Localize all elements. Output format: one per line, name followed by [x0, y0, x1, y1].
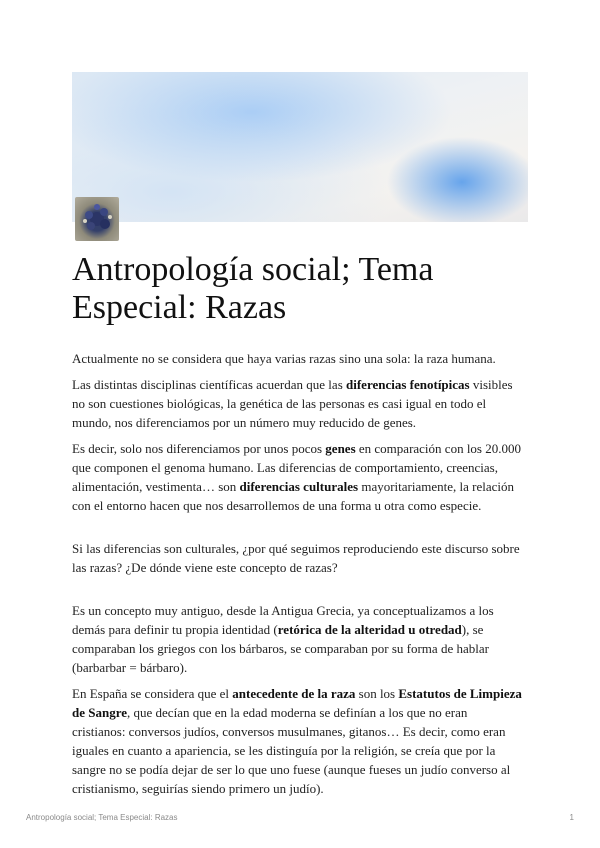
page-title: Antropología social; Tema Especial: Razas — [72, 251, 434, 326]
page-footer — [26, 813, 574, 822]
page-icon — [75, 197, 119, 241]
term-diferencias-fenotipicas: diferencias fenotípicas — [346, 377, 470, 392]
paragraph-1: Actualmente no se considera que haya varias razas sino una sola: la raza humana. — [72, 351, 496, 366]
flowers-photo-icon — [75, 197, 119, 241]
term-antecedente-raza: antecedente de la raza — [232, 686, 356, 701]
paragraph-5: Es un concepto muy antiguo, desde la Antigua Grecia, ya conceptualizamos a los demás para definir tu propia identidad (retórica de la alteridad u otredad), se comparaban los griegos con los bárbaros, se comparaban por su forma de hablar (barbarbar = bárbaro). — [72, 603, 494, 675]
term-estatutos-limpieza: Estatutos de Limpieza de Sangre — [72, 686, 522, 720]
page-number: 1 — [569, 813, 574, 822]
paragraph-question: Si las diferencias son culturales, ¿por qué seguimos reproduciendo este discurso sobre las razas? ¿De dónde viene este concepto de razas? — [72, 541, 520, 575]
term-diferencias-culturales: diferencias culturales — [239, 479, 359, 494]
term-retorica-alteridad: retórica de la alteridad u otredad — [277, 622, 462, 637]
footer-title: Antropología social; Tema Especial: Razas — [26, 813, 178, 822]
paragraph-3: Es decir, solo nos diferenciamos por unos pocos genes en comparación con los 20.000 que componen el genoma humano. Las diferencias de comportamiento, creencias, alimentación, vestimenta… son diferencias culturales mayoritariamente, la relación con el entorno hacen que nos desarrollemos de una forma u otra como especie. — [72, 441, 521, 513]
paragraph-2: Las distintas disciplinas científicas acuerdan que las diferencias fenotípicas visibles no son cuestiones biológicas, la genética de las personas es casi igual en todo el mundo, nos diferenciamos por un número muy reducido de genes. — [72, 377, 513, 430]
document-body — [72, 349, 524, 805]
paragraph-6: En España se considera que el antecedente de la raza son los Estatutos de Limpieza de Sangre, que decían que en la edad moderna se definían a los que no eran cristianos: conversos judíos, conversos musulmanes, gitanos… Es decir, como eran iguales en cuanto a apariencia, se les distinguía por la religión, se creía que por la sangre no se podía dejar de ser lo que uno fuese (aunque fueses un judío converso al cristianismo, seguirías siendo primero un judío). — [72, 686, 522, 796]
cover-image — [72, 72, 528, 222]
term-genes: genes — [325, 441, 356, 456]
